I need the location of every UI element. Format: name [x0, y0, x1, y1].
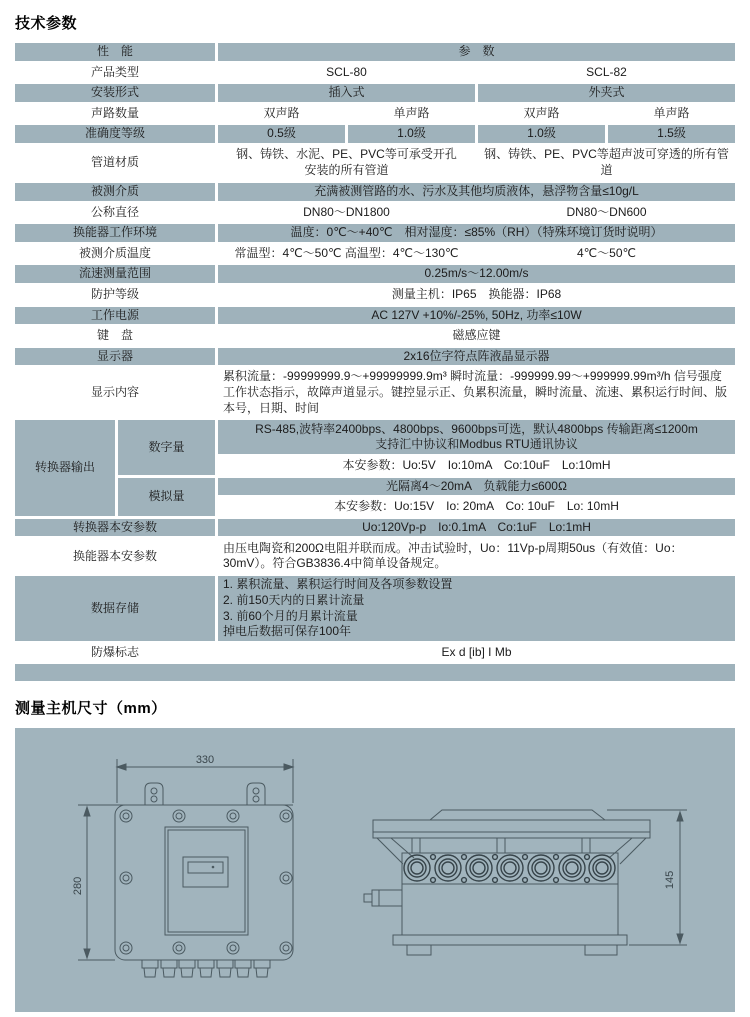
row-label: 防爆标志	[15, 644, 215, 662]
storage-line: 1. 累积流量、累积运行时间及各项参数设置	[223, 577, 453, 592]
cell-clamp-on: 外夹式	[478, 84, 735, 102]
row-label: 显示内容	[15, 368, 215, 417]
cell: 测量主机：IP65 换能器：IP68	[218, 286, 735, 304]
dimension-drawing	[15, 728, 735, 1012]
table-footer-bar	[15, 664, 735, 681]
cell-data-storage	[218, 576, 735, 640]
cell: Ex d [ib] I Mb	[218, 644, 735, 662]
table-row-transducer-env	[15, 224, 735, 242]
row-label: 转换器输出	[15, 420, 115, 516]
row-label: 被测介质温度	[15, 245, 215, 263]
cell: 常温型：4℃～50℃ 高温型：4℃～130℃	[218, 245, 475, 263]
front-view-drawing	[78, 759, 293, 977]
row-label: 防护等级	[15, 286, 215, 304]
cell: 1.5级	[608, 125, 735, 143]
cell: 1.0级	[478, 125, 605, 143]
table-row-accuracy	[15, 125, 735, 143]
dimensions-panel	[15, 728, 735, 1012]
row-label: 管道材质	[15, 146, 215, 180]
cell: 温度：0℃～+40℃ 相对湿度：≤85%（RH）（特殊环境订货时说明）	[218, 224, 735, 242]
storage-line: 2. 前150天内的日累计流量	[223, 593, 365, 608]
cell-scl82: SCL-82	[478, 64, 735, 82]
cell-insertion: 插入式	[218, 84, 475, 102]
table-row-protection	[15, 286, 735, 304]
digital-line1: RS-485,波特率2400bps、4800bps、9600bps可选，默认4800bps 传输距离≤1200m	[255, 421, 698, 436]
table-row-display-content	[15, 368, 735, 417]
digital-line2: 支持汇中协议和Modbus RTU通讯协议	[375, 437, 578, 452]
cell-digital-safety: 本安参数：Uo:5V Io:10mA Co:10uF Lo:10mH	[218, 457, 735, 475]
table-row-transducer-safety	[15, 539, 735, 573]
dim-145-label: 145	[664, 871, 676, 890]
table-row-data-storage	[15, 576, 735, 640]
row-label: 安装形式	[15, 84, 215, 102]
cell: AC 127V +10%/-25%, 50Hz, 功率≤10W	[218, 307, 735, 325]
row-label: 换能器本安参数	[15, 539, 215, 573]
header-performance: 性 能	[15, 43, 215, 61]
table-row-pipe-material	[15, 146, 735, 180]
row-label: 准确度等级	[15, 125, 215, 143]
table-block-converter-output	[15, 420, 735, 516]
page-title: 技术参数	[15, 15, 78, 32]
row-label: 声路数量	[15, 105, 215, 123]
sub-label-digital: 数字量	[118, 420, 215, 475]
table-row-install-type	[15, 84, 735, 102]
table-row-explosion-mark	[15, 644, 735, 662]
cell: 磁感应键	[218, 327, 735, 345]
cell: 1.0级	[348, 125, 475, 143]
cell: 由压电陶瓷和200Ω电阻并联而成。冲击试验时，Uo：11Vp-p周期50us（有效值：Uo：30mV）。符合GB3836.4中简单设备规定。	[218, 539, 735, 573]
front-cable-glands	[142, 960, 270, 977]
cell: 充满被测管路的水、污水及其他均质液体，悬浮物含量≤10g/L	[218, 183, 735, 201]
row-label: 转换器本安参数	[15, 519, 215, 537]
dimensions-title: 测量主机尺寸（mm）	[15, 700, 167, 718]
cell: 双声路	[478, 105, 605, 123]
pipe-a-line1: 钢、铸铁、水泥、PE、PVC等可承受开孔	[236, 147, 457, 162]
spec-table	[15, 43, 735, 681]
cell-pipe-a	[218, 146, 475, 180]
display-window	[183, 857, 228, 887]
cell: 累积流量：-99999999.9～+99999999.9m³ 瞬时流量：-999999.99～+999999.99m³/h 信号强度 工作状态指示，故障声道显示。键控显示正、负累积流量，瞬时流量、流速、累积运行时间、版本号，日期、时间	[218, 368, 735, 417]
table-row-power	[15, 307, 735, 325]
cell-analog-spec: 光隔离4～20mA 负载能力≤600Ω	[218, 478, 735, 496]
table-row-medium-temp	[15, 245, 735, 263]
storage-line: 掉电后数据可保存100年	[223, 624, 352, 639]
cell: 0.25m/s～12.00m/s	[218, 265, 735, 283]
cell: 4℃～50℃	[478, 245, 735, 263]
table-row-velocity	[15, 265, 735, 283]
table-row-diameter	[15, 204, 735, 222]
cell: 2x16位字符点阵液晶显示器	[218, 348, 735, 366]
row-label: 产品类型	[15, 64, 215, 82]
row-label: 显示器	[15, 348, 215, 366]
cell: 双声路	[218, 105, 345, 123]
cell-pipe-b: 钢、铸铁、PE、PVC等超声波可穿透的所有管道	[478, 146, 735, 180]
storage-line: 3. 前60个月的月累计流量	[223, 608, 358, 623]
cell: 单声路	[348, 105, 475, 123]
sub-label-analog: 模拟量	[118, 478, 215, 516]
table-row-converter-safety	[15, 519, 735, 537]
table-row-keyboard	[15, 327, 735, 345]
cell: 单声路	[608, 105, 735, 123]
row-label: 换能器工作环境	[15, 224, 215, 242]
table-row-medium	[15, 183, 735, 201]
table-row-sound-paths	[15, 105, 735, 123]
cell: DN80～DN600	[478, 204, 735, 222]
row-label: 被测介质	[15, 183, 215, 201]
table-row-product-type	[15, 64, 735, 82]
cell: 0.5级	[218, 125, 345, 143]
table-row-header	[15, 43, 735, 61]
cell-digital-spec	[218, 420, 735, 454]
row-label: 流速测量范围	[15, 265, 215, 283]
dim-280-label: 280	[72, 877, 84, 896]
cell-analog-safety: 本安参数：Uo:15V Io: 20mA Co: 10uF Lo: 10mH	[218, 498, 735, 516]
side-cable-glands	[404, 855, 615, 883]
row-label: 数据存储	[15, 576, 215, 640]
header-parameter: 参 数	[218, 43, 735, 61]
dim-330-label: 330	[195, 754, 215, 767]
cell: DN80～DN1800	[218, 204, 475, 222]
row-label: 键 盘	[15, 327, 215, 345]
footer-bar	[15, 664, 735, 681]
pipe-a-line2: 安装的所有管道	[304, 162, 389, 177]
cell: Uo:120Vp-p Io:0.1mA Co:1uF Lo:1mH	[218, 519, 735, 537]
side-view-drawing	[364, 810, 687, 955]
cell-scl80: SCL-80	[218, 64, 475, 82]
table-row-display	[15, 348, 735, 366]
row-label: 公称直径	[15, 204, 215, 222]
row-label: 工作电源	[15, 307, 215, 325]
